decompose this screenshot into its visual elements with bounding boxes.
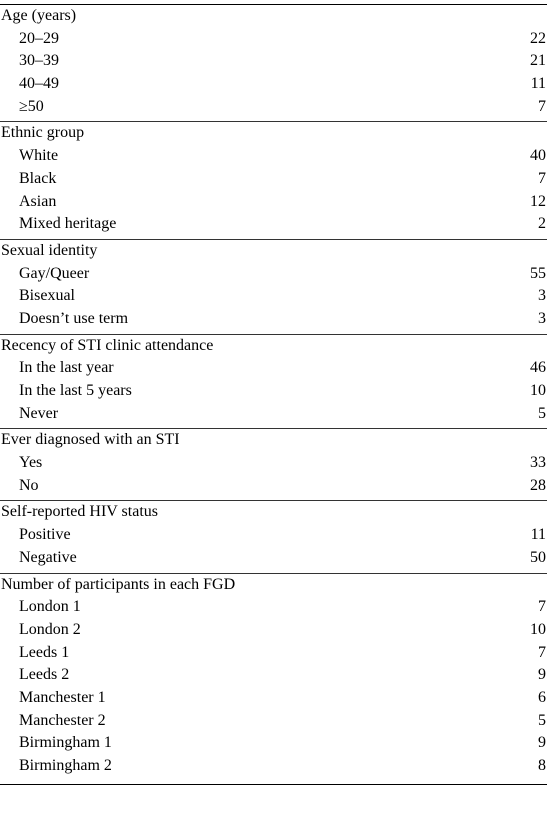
section-age bbox=[0, 5, 547, 118]
row-label: Black bbox=[19, 169, 57, 187]
section-divider bbox=[0, 573, 547, 574]
row-value: 22 bbox=[530, 29, 546, 47]
table-row bbox=[0, 547, 547, 570]
row-value: 28 bbox=[530, 476, 546, 494]
section-divider bbox=[0, 121, 547, 122]
row-value: 11 bbox=[530, 75, 546, 93]
table-row bbox=[0, 755, 547, 778]
table-row bbox=[0, 475, 547, 498]
row-label: Birmingham 2 bbox=[19, 757, 112, 774]
section-header-label: Ethnic group bbox=[1, 124, 85, 142]
row-value: 3 bbox=[538, 309, 546, 327]
row-value: 2 bbox=[538, 215, 546, 233]
row-value: 5 bbox=[538, 711, 546, 729]
section-header bbox=[0, 240, 547, 263]
section-hiv-status bbox=[0, 501, 547, 569]
row-label: 20–29 bbox=[19, 29, 59, 47]
table-row bbox=[0, 308, 547, 331]
table-row bbox=[0, 403, 547, 426]
section-header bbox=[0, 122, 547, 145]
section-sti-diagnosis bbox=[0, 429, 547, 497]
table-row bbox=[0, 732, 547, 755]
row-value: 7 bbox=[538, 643, 546, 661]
row-label: No bbox=[19, 476, 39, 494]
table-row bbox=[0, 452, 547, 475]
row-label: Leeds 1 bbox=[19, 643, 70, 661]
row-value: 9 bbox=[538, 734, 546, 752]
row-label: Bisexual bbox=[19, 287, 75, 305]
section-fgd-participants bbox=[0, 574, 547, 778]
row-label: Yes bbox=[19, 454, 43, 472]
section-header bbox=[0, 429, 547, 452]
row-value: 5 bbox=[538, 404, 546, 422]
section-header-label: Age (years) bbox=[1, 7, 77, 24]
table-row bbox=[0, 28, 547, 51]
row-value: 50 bbox=[530, 548, 546, 566]
section-divider bbox=[0, 428, 547, 429]
table-row bbox=[0, 73, 547, 96]
table-row bbox=[0, 642, 547, 665]
row-value: 3 bbox=[538, 287, 546, 305]
table-row bbox=[0, 380, 547, 403]
table-row bbox=[0, 96, 547, 119]
row-label: London 1 bbox=[19, 598, 81, 616]
table-row bbox=[0, 145, 547, 168]
row-label: Manchester 2 bbox=[19, 711, 106, 729]
row-label: White bbox=[19, 147, 59, 165]
table-row bbox=[0, 263, 547, 286]
row-value: 8 bbox=[538, 757, 546, 774]
row-value: 40 bbox=[530, 147, 546, 165]
row-value: 7 bbox=[538, 97, 546, 115]
section-header-label: Recency of STI clinic attendance bbox=[1, 336, 214, 354]
table-row bbox=[0, 524, 547, 547]
row-label: ≥50 bbox=[19, 97, 44, 115]
section-header-label: Sexual identity bbox=[1, 241, 98, 259]
row-value: 7 bbox=[538, 598, 546, 616]
table-row bbox=[0, 619, 547, 642]
section-header-label: Number of participants in each FGD bbox=[1, 575, 236, 593]
section-sexual-identity bbox=[0, 240, 547, 331]
section-divider bbox=[0, 334, 547, 335]
row-label: Positive bbox=[19, 526, 71, 544]
table-row bbox=[0, 213, 547, 236]
section-header bbox=[0, 5, 547, 28]
row-value: 21 bbox=[530, 52, 546, 70]
table-row bbox=[0, 664, 547, 687]
section-divider bbox=[0, 500, 547, 501]
row-label: Never bbox=[19, 404, 59, 422]
row-value: 11 bbox=[530, 526, 546, 544]
section-sti-clinic-recency bbox=[0, 335, 547, 426]
row-value: 55 bbox=[530, 264, 546, 282]
row-label: Leeds 2 bbox=[19, 666, 70, 684]
row-value: 10 bbox=[530, 620, 546, 638]
row-label: 30–39 bbox=[19, 52, 59, 70]
row-label: Birmingham 1 bbox=[19, 734, 112, 752]
section-ethnic-group bbox=[0, 122, 547, 235]
row-value: 46 bbox=[530, 359, 546, 377]
table-row bbox=[0, 596, 547, 619]
table-row bbox=[0, 168, 547, 191]
row-value: 7 bbox=[538, 169, 546, 187]
row-label: Doesn’t use term bbox=[19, 309, 129, 327]
table-bottom-rule bbox=[0, 784, 547, 785]
row-label: Manchester 1 bbox=[19, 688, 106, 706]
table-row bbox=[0, 357, 547, 380]
row-label: Negative bbox=[19, 548, 77, 566]
section-header-label: Self-reported HIV status bbox=[1, 503, 158, 521]
row-value: 12 bbox=[530, 192, 546, 210]
section-divider bbox=[0, 239, 547, 240]
row-value: 33 bbox=[530, 454, 546, 472]
section-header bbox=[0, 501, 547, 524]
table-row bbox=[0, 285, 547, 308]
row-label: London 2 bbox=[19, 620, 81, 638]
table-row bbox=[0, 687, 547, 710]
row-label: Gay/Queer bbox=[19, 264, 90, 282]
table-row bbox=[0, 50, 547, 73]
row-label: 40–49 bbox=[19, 75, 59, 93]
section-header-label: Ever diagnosed with an STI bbox=[1, 431, 180, 449]
row-label: Mixed heritage bbox=[19, 215, 117, 233]
section-header bbox=[0, 574, 547, 597]
table-row bbox=[0, 191, 547, 214]
row-label: In the last year bbox=[19, 359, 114, 377]
section-header bbox=[0, 335, 547, 358]
row-value: 10 bbox=[530, 382, 546, 399]
row-label: In the last 5 years bbox=[19, 382, 132, 399]
row-value: 6 bbox=[538, 688, 546, 706]
row-label: Asian bbox=[19, 192, 57, 210]
row-value: 9 bbox=[538, 666, 546, 684]
table-row bbox=[0, 710, 547, 733]
